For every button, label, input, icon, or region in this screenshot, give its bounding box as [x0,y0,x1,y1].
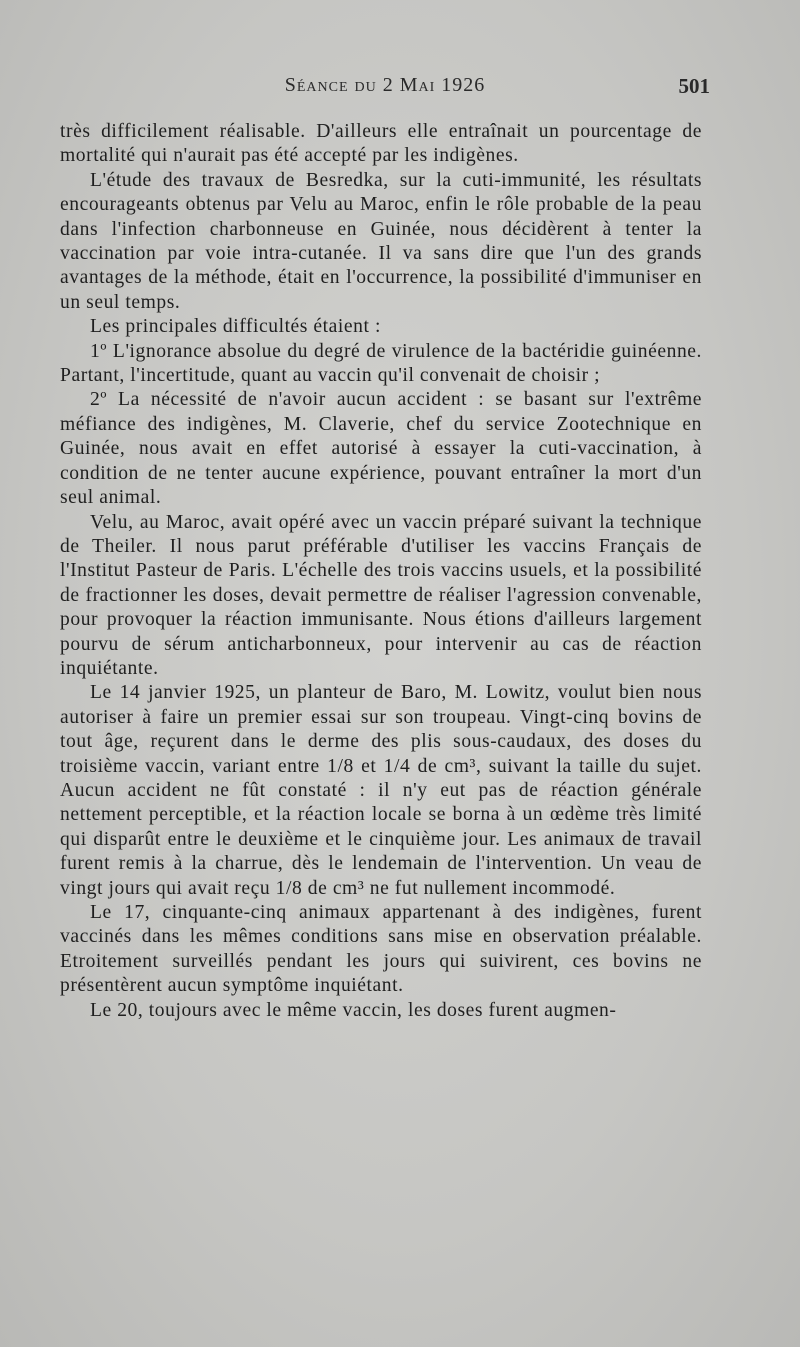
paragraph-le-20: Le 20, toujours avec le même vaccin, les doses furent augmen- [90,999,617,1021]
paragraph-continuation: très difficilement réalisable. D'ailleurs elle entraînait un pourcentage de mortalité qui n'aurait pas été accepté par les indigènes. [60,121,702,167]
body-text [60,120,702,1023]
page-header [60,74,710,104]
page-number: 501 [678,74,710,98]
paragraph-difficulties-intro: Les principales difficultés étaient : [90,316,381,338]
paragraph-besredka: L'étude des travaux de Besredka, sur la cuti-immunité, les résultats encourageants obtenus par Velu au Maroc, enfin le rôle probable de la peau dans l'infection charbonneuse en Guinée, nous décidèrent à tenter la vaccination par voie intra-cutanée. Il va sans dire que l'un des grands avantages de la méthode, était en l'occurrence, la possibilité d'immuniser en un seul temps. [60,169,702,313]
paragraph-difficulty-2: 2º La nécessité de n'avoir aucun accident : se basant sur l'extrême méfiance des indigènes, M. Claverie, chef du service Zootechnique en Guinée, nous avait en effet autorisé à essayer la cuti-vaccination, à condition de ne tenter aucune expérience, pouvant entraîner la mort d'un seul animal. [60,389,702,509]
running-head: Séance du 2 Mai 1926 [284,74,486,96]
paragraph-14-janvier: Le 14 janvier 1925, un planteur de Baro, M. Lowitz, voulut bien nous autoriser à faire un premier essai sur son troupeau. Vingt-cinq bovins de tout âge, reçurent dans le derme des plis sous-caudaux, des doses du troisième vaccin, variant entre 1/8 et 1/4 de cm³, suivant la taille du sujet. Aucun accident ne fût constaté : il n'y eut pas de réaction générale nettement perceptible, et la réaction locale se borna à un œdème très limité qui disparût entre le deuxième et le cinquième jour. Les animaux de travail furent remis à la charrue, dès le lendemain de l'intervention. Un veau de vingt jours qui avait reçu 1/8 de cm³ ne fut nullement incommodé. [60,682,702,899]
paragraph-velu: Velu, au Maroc, avait opéré avec un vaccin préparé suivant la technique de Theiler. Il nous parut préférable d'utiliser les vaccins Français de l'Institut Pasteur de Paris. L'échelle des trois vaccins usuels, et la possibilité de fractionner les doses, devait permettre de réaliser l'agression convenable, pour provoquer la réaction immunisante. Nous étions d'ailleurs largement pourvu de sérum anticharbonneux, pour intervenir au cas de réaction inquiétante. [60,511,702,679]
paragraph-le-17: Le 17, cinquante-cinq animaux appartenant à des indigènes, furent vaccinés dans les mêmes conditions sans mise en observation préalable. Etroitement surveillés pendant les jours qui suivirent, ces bovins ne présentèrent aucun symptôme inquiétant. [60,902,702,997]
paragraph-difficulty-1: 1º L'ignorance absolue du degré de virulence de la bactéridie guinéenne. Partant, l'incertitude, quant au vaccin qu'il convenait de choisir ; [60,340,702,387]
